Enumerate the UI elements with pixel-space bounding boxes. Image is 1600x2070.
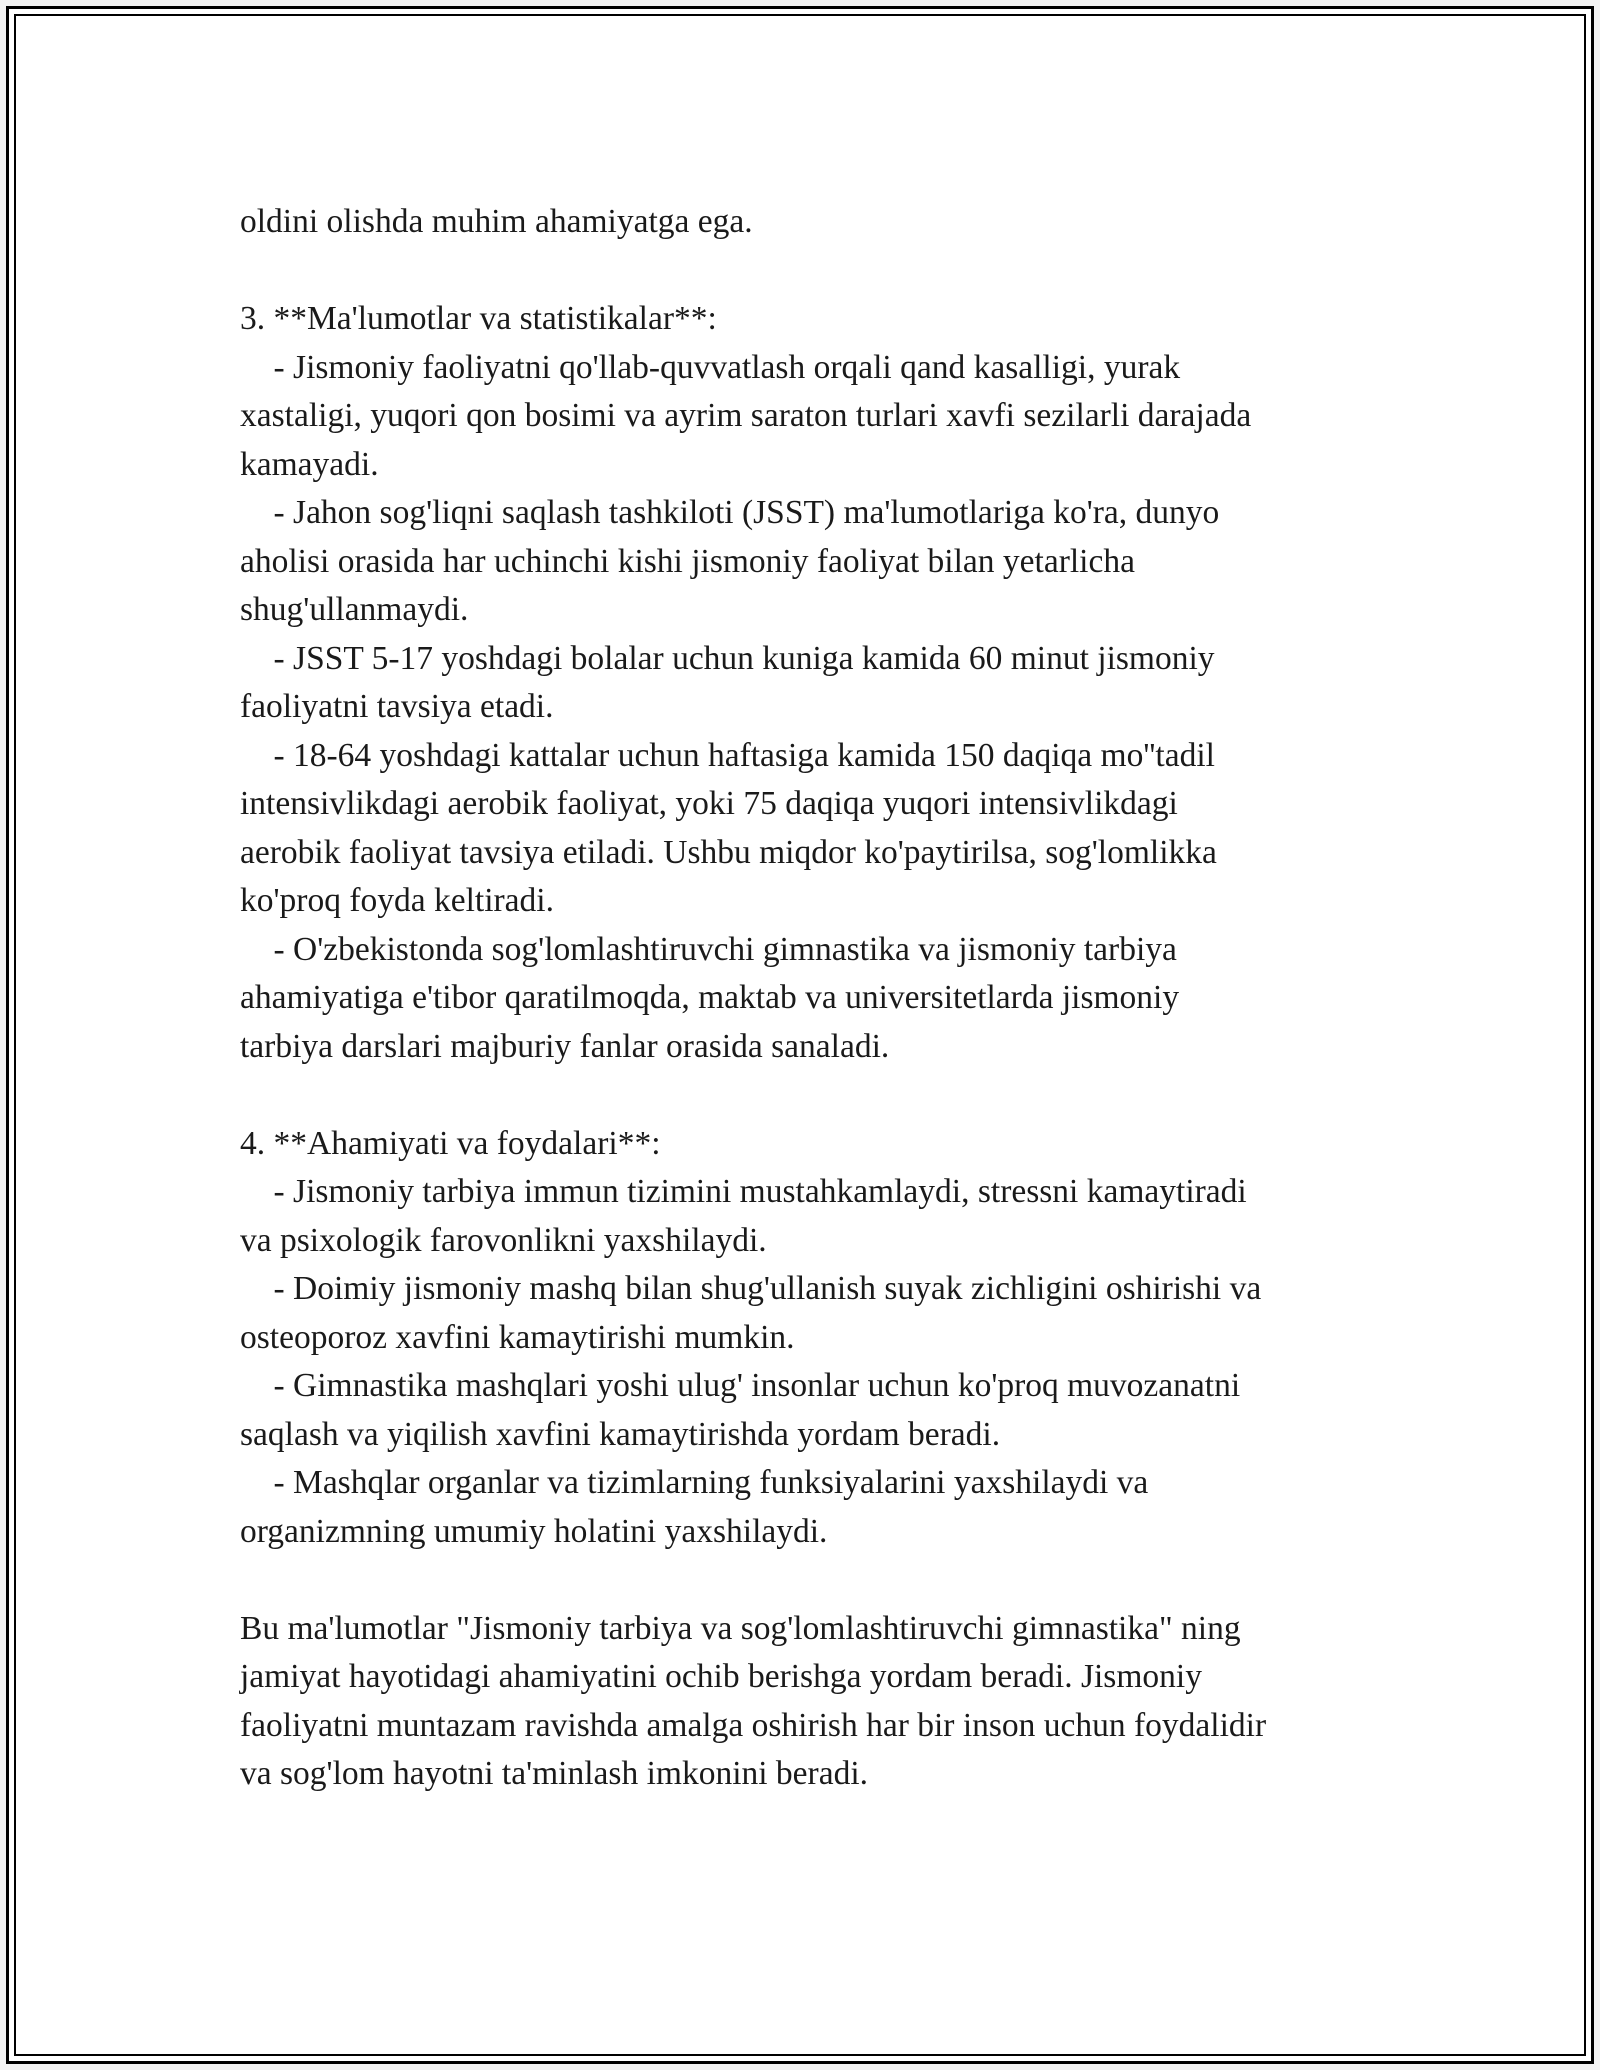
- conclusion-line: faoliyatni muntazam ravishda amalga oshirish har bir inson uchun foydalidir: [240, 1706, 1267, 1744]
- text-line: kamayadi.: [240, 445, 379, 483]
- text-line: - Gimnastika mashqlari yoshi ulug' insonlar uchun ko'proq muvozanatni: [240, 1367, 1241, 1404]
- text-line: xastaligi, yuqori qon bosimi va ayrim saraton turlari xavfi sezilarli darajada: [240, 397, 1252, 434]
- blank-line: [240, 1071, 1390, 1120]
- conclusion-line: Bu ma'lumotlar "Jismoniy tarbiya va sog'lomlashtiruvchi gimnastika" ning: [240, 1609, 1241, 1647]
- text-line: tarbiya darslari majburiy fanlar orasida sanaladi.: [240, 1027, 890, 1065]
- text-line: shug'ullanmaydi.: [240, 591, 469, 628]
- document-body: [240, 198, 1390, 1799]
- text-line: - O'zbekistonda sog'lomlashtiruvchi gimnastika va jismoniy tarbiya: [240, 930, 1177, 968]
- blank-line: [240, 247, 1390, 296]
- text-line: saqlash va yiqilish xavfini kamaytirishda yordam beradi.: [240, 1415, 1001, 1453]
- text-line: - Jahon sog'liqni saqlash tashkiloti (JSST) ma'lumotlariga ko'ra, dunyo: [240, 494, 1220, 531]
- document-page: [6, 6, 1594, 2064]
- text-line: ko'proq foyda keltiradi.: [240, 882, 554, 919]
- text-line: aholisi orasida har uchinchi kishi jismoniy faoliyat bilan yetarlicha: [240, 542, 1135, 580]
- section-heading-benefits: 4. **Ahamiyati va foydalari**:: [240, 1124, 661, 1162]
- text-line: faoliyatni tavsiya etadi.: [240, 688, 554, 725]
- text-line: va psixologik farovonlikni yaxshilaydi.: [240, 1221, 767, 1259]
- text-line: - JSST 5-17 yoshdagi bolalar uchun kuniga kamida 60 minut jismoniy: [240, 639, 1215, 677]
- text-line: oldini olishda muhim ahamiyatga ega.: [240, 203, 753, 240]
- text-line: intensivlikdagi aerobik faoliyat, yoki 75 daqiqa yuqori intensivlikdagi: [240, 785, 1178, 822]
- text-line: - Jismoniy tarbiya immun tizimini mustahkamlaydi, stressni kamaytiradi: [240, 1173, 1247, 1210]
- blank-line: [240, 1556, 1390, 1605]
- conclusion-line: jamiyat hayotidagi ahamiyatini ochib berishga yordam beradi. Jismoniy: [240, 1658, 1202, 1695]
- text-line: - Jismoniy faoliyatni qo'llab-quvvatlash orqali qand kasalligi, yurak: [240, 348, 1181, 386]
- page-border: [14, 14, 1586, 2056]
- text-line: - 18-64 yoshdagi kattalar uchun haftasiga kamida 150 daqiqa mo''tadil: [240, 736, 1215, 774]
- text-line: ahamiyatiga e'tibor qaratilmoqda, maktab va universitetlarda jismoniy: [240, 979, 1180, 1016]
- section-heading-statistics: 3. **Ma'lumotlar va statistikalar**:: [240, 300, 717, 337]
- text-line: osteoporoz xavfini kamaytirishi mumkin.: [240, 1318, 795, 1356]
- text-line: - Doimiy jismoniy mashq bilan shug'ullanish suyak zichligini oshirishi va: [240, 1270, 1262, 1307]
- conclusion-line: va sog'lom hayotni ta'minlash imkonini beradi.: [240, 1755, 869, 1792]
- text-line: aerobik faoliyat tavsiya etiladi. Ushbu miqdor ko'paytirilsa, sog'lomlikka: [240, 833, 1217, 871]
- text-line: - Mashqlar organlar va tizimlarning funksiyalarini yaxshilaydi va: [240, 1464, 1149, 1501]
- text-line: organizmning umumiy holatini yaxshilaydi.: [240, 1512, 828, 1550]
